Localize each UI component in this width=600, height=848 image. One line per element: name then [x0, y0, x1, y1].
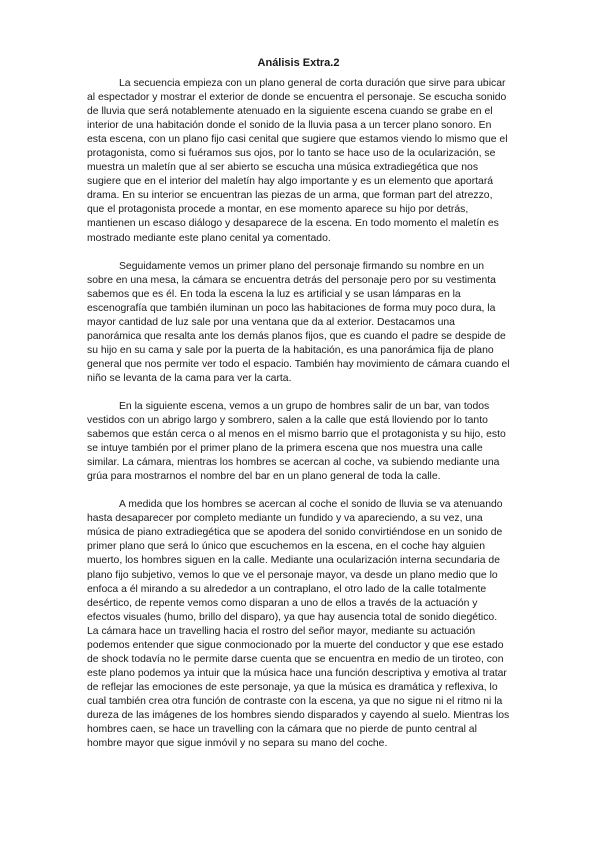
- paragraph-2: Seguidamente vemos un primer plano del personaje firmando su nombre en un sobre en una mesa, la cámara se encuentra detrás del personaje pero por su vestimenta sabemos que es él. En toda la escena la luz es artificial y se usan lámparas en la escenografía que también iluminan un poco las habitaciones de forma muy poco dura, la mayor cantidad de luz sale por una ventana que da al exterior. Destacamos una panorámica que resalta ante los demás planos fijos, que es cuando el padre se despide de su hijo en su cama y sale por la puerta de la habitación, es una panorámica fija de plano general que nos permite ver todo el espacio. También hay movimiento de cámara cuando el niño se levanta de la cama para ver la carta.: [87, 260, 510, 384]
- document-title: Análisis Extra.2: [257, 57, 340, 69]
- paragraph-4: A medida que los hombres se acercan al coche el sonido de lluvia se va atenuando hasta desaparecer por completo mediante un fundido y va apareciendo, a su vez, una música de piano extradiegética que se apodera del sonido convirtiéndose en un sonido de primer plano que será lo único que escuchemos en la escena, en el coche hay alguien muerto, los hombres siguen en la calle. Mediante una ocularización interna secundaria de plano fijo subjetivo, vemos lo que ve el personaje mayor, va desde un plano medio que lo enfoca a él mirando a su alrededor a un contraplano, el otro lado de la calle totalmente desértico, de repente vemos como disparan a uno de ellos a través de la actuación y efectos visuales (humo, brillo del disparo), ya que hay ausencia total de sonido diegético. La cámara hace un travelling hacia el rostro del señor mayor, mediante su actuación podemos entender que sigue conmocionado por la muerte del conductor y que ese estado de shock todavía no le permite darse cuenta que se encuentra en medio de un tiroteo, con este plano podemos ya intuir que la música hace una función descriptiva y emotiva al tratar de reflejar las emociones de este personaje, ya que la música es dramática y reflexiva, lo cual también crea otra función de contraste con la escena, ya que no sigue ni el ritmo ni la dureza de las imágenes de los hombres siendo disparados y cayendo al suelo. Mientras los hombres caen, se hace un travelling con la cámara que no pierde de punto central al hombre mayor que sigue inmóvil y no separa su mano del coche.: [87, 499, 510, 750]
- paragraph-1: La secuencia empieza con un plano general de corta duración que sirve para ubicar al espectador y mostrar el exterior de donde se encuentra el personaje. Se escucha sonido de lluvia que será notablemente atenuado en la siguiente escena cuando se grabe en el interior de una habitación donde el sonido de la lluvia pasa a un tercer plano sonoro. En esta escena, con un plano fijo casi cenital que sugiere que estamos viendo lo mismo que el protagonista, como si fuéramos sus ojos, por lo tanto se hace uso de la ocularización, se muestra un maletín que al ser abierto se escucha una música extradiegética que nos sugiere que en el interior del maletín hay algo importante y es un elemento que aportará drama. En su interior se encuentran las piezas de un arma, que forman part del atrezzo, que el protagonista procede a montar, en ese momento aparece su hijo por detrás, mantienen un escaso diálogo y desaparece de la escena. En todo momento el maletín es mostrado mediante este plano cenital ya comentado.: [87, 78, 508, 244]
- paragraph-3: En la siguiente escena, vemos a un grupo de hombres salir de un bar, van todos vestidos con un abrigo largo y sombrero, salen a la calle que está lloviendo por lo tanto sabemos que están cerca o al menos en el mismo barrio que el protagonista y su hijo, esto se intuye también por el primer plano de la primera escena que nos muestra una calle similar. La cámara, mientras los hombres se acercan al coche, va subiendo mediante una grúa para mostrarnos el nombre del bar en un plano general de toda la calle.: [87, 400, 506, 483]
